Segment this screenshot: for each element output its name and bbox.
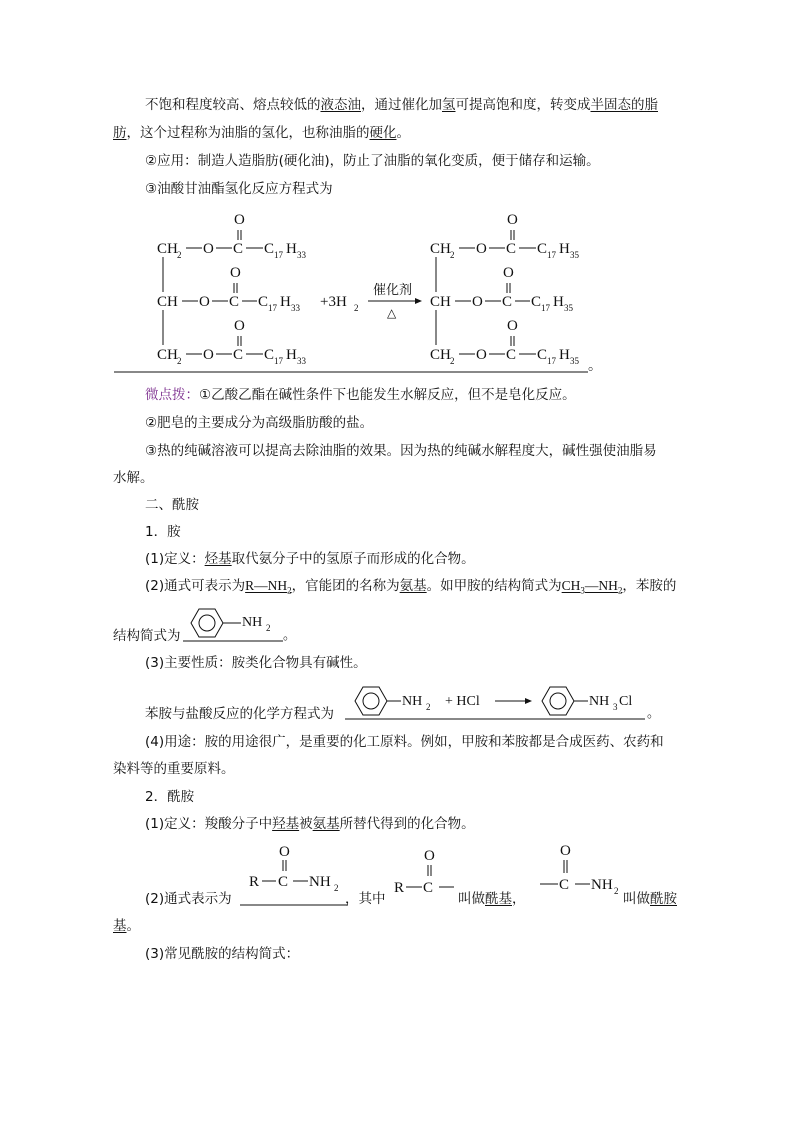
text: CH (561, 578, 581, 593)
svg-text:H: H (553, 294, 564, 310)
aniline-structure-label: 结构简式为 (113, 628, 181, 644)
svg-text:C: C (229, 294, 240, 310)
svg-text:17: 17 (274, 250, 283, 260)
amido-group-structure (538, 840, 620, 895)
answer-amido-cont: 基 (113, 918, 127, 934)
svg-text:2: 2 (334, 883, 339, 893)
amine-definition (145, 550, 475, 568)
svg-text:17: 17 (268, 303, 277, 313)
answer-amino: 氨基 (399, 578, 427, 594)
amide-definition (145, 815, 475, 833)
acyl-label (458, 890, 526, 908)
equation-title: ③油酸甘油酯氢化反应方程式为 (145, 181, 333, 197)
answer-hardening: 硬化 (369, 125, 397, 141)
text: 3 (580, 585, 585, 596)
svg-text:CH: CH (157, 294, 178, 310)
svg-text:H: H (286, 241, 297, 257)
svg-text:35: 35 (570, 250, 579, 260)
svg-text:CH: CH (430, 347, 451, 363)
svg-text:33: 33 (297, 250, 306, 260)
svg-text:3: 3 (613, 702, 618, 712)
svg-text:O: O (424, 848, 435, 864)
amine-use-line-1: (4)用途：胺的用途很广，是重要的化工原料。例如，甲胺和苯胺都是合成医药、农药和 (145, 734, 664, 750)
svg-text:H: H (280, 294, 291, 310)
answer-semisolid-fat: 半固态的脂 (590, 97, 658, 113)
svg-text:O: O (476, 241, 487, 257)
hydrogenation-reaction-diagram (110, 200, 610, 375)
svg-text:O: O (279, 844, 290, 860)
svg-text:R: R (394, 880, 405, 896)
amide-general-formula (240, 840, 348, 910)
svg-text:O: O (560, 843, 571, 859)
answer-amido: 酰胺 (650, 891, 677, 907)
svg-text:O: O (203, 347, 214, 363)
svg-text:33: 33 (291, 303, 300, 313)
text: —NH (584, 578, 618, 593)
svg-text:C: C (264, 241, 275, 257)
application-line: ②应用：制造人造脂肪(硬化油)，防止了油脂的氧化变质，便于储存和运输。 (145, 153, 600, 169)
svg-text:O: O (234, 212, 245, 228)
svg-text:+3H: +3H (320, 294, 347, 310)
answer-acyl: 酰基 (485, 891, 512, 907)
text: 叫做 (623, 891, 650, 907)
svg-text:C: C (537, 241, 548, 257)
svg-text:O: O (203, 241, 214, 257)
svg-text:NH: NH (402, 694, 423, 709)
text: 2 (617, 585, 623, 596)
svg-text:O: O (476, 347, 487, 363)
svg-text:H: H (286, 347, 297, 363)
svg-text:17: 17 (274, 356, 283, 366)
amine-property: (3)主要性质：胺类化合物具有碱性。 (145, 655, 367, 671)
text: (1)定义： (145, 551, 205, 567)
answer-fat-cont: 肪 (113, 125, 127, 141)
svg-text:NH: NH (242, 615, 263, 630)
subsection-amide: 2．酰胺 (145, 789, 195, 805)
svg-text:2: 2 (614, 886, 619, 896)
svg-text:。: 。 (283, 627, 297, 642)
svg-text:O: O (472, 294, 483, 310)
text: 不饱和程度较高、熔点较低的 (145, 97, 321, 113)
svg-text:35: 35 (570, 356, 579, 366)
svg-text:2: 2 (354, 303, 359, 313)
amido-label (623, 890, 677, 908)
text: 被 (299, 816, 313, 832)
tip-line-1 (145, 386, 576, 404)
ch2-label: CH (157, 241, 178, 257)
tip-label: 微点拨： (145, 387, 199, 403)
svg-text:催化剂: 催化剂 (373, 282, 413, 297)
svg-text:+ HCl: + HCl (445, 694, 480, 709)
svg-text:C: C (537, 347, 548, 363)
svg-text:O: O (234, 318, 245, 334)
common-amides: (3)常见酰胺的结构简式： (145, 946, 300, 962)
svg-text:2: 2 (450, 250, 455, 260)
svg-text:C: C (233, 347, 244, 363)
svg-text:O: O (507, 318, 518, 334)
svg-text:C: C (506, 241, 517, 257)
svg-text:C: C (531, 294, 542, 310)
text: 可提高饱和度，转变成 (455, 97, 591, 113)
tip-line-3a: ③热的纯碱溶液可以提高去除油脂的效果。因为热的纯碱水解程度大，碱性强使油脂易 (145, 443, 657, 459)
svg-text:NH: NH (591, 877, 613, 893)
svg-text:2: 2 (426, 702, 431, 712)
svg-text:。: 。 (647, 705, 661, 720)
text: R—NH (245, 578, 288, 593)
text: ①乙酸乙酯在碱性条件下也能发生水解反应，但不是皂化反应。 (199, 387, 576, 403)
svg-text:NH: NH (589, 694, 610, 709)
acyl-group-structure (392, 843, 454, 898)
text: ， (512, 891, 526, 907)
amido-label-cont (113, 917, 140, 935)
subsection-amine: 1．胺 (145, 524, 181, 540)
text: (1)定义：羧酸分子中 (145, 816, 273, 832)
svg-text:C: C (278, 874, 289, 890)
text: 取代氨分子中的氢原子而形成的化合物。 (231, 551, 475, 567)
answer-amino-group: 氨基 (312, 816, 340, 832)
svg-text:CH: CH (430, 241, 451, 257)
svg-text:NH: NH (309, 874, 331, 890)
text: 2 (287, 585, 292, 596)
svg-text:17: 17 (541, 303, 550, 313)
aniline-hcl-reaction (345, 681, 665, 723)
svg-text:33: 33 (297, 356, 306, 366)
svg-text:O: O (230, 265, 241, 281)
text: 。如甲胺的结构简式为 (426, 578, 562, 594)
svg-text:2: 2 (450, 356, 455, 366)
svg-text:2: 2 (177, 356, 182, 366)
svg-text:O: O (503, 265, 514, 281)
svg-text:2: 2 (177, 250, 182, 260)
amine-general-formula (145, 577, 676, 600)
text: 。 (126, 918, 140, 934)
text: ，通过催化加 (361, 97, 442, 113)
svg-text:。: 。 (588, 359, 602, 374)
svg-text:C: C (423, 880, 434, 896)
svg-text:Cl: Cl (619, 694, 633, 709)
text: ，苯胺的 (622, 578, 677, 594)
svg-text:O: O (507, 212, 518, 228)
svg-text:O: O (199, 294, 210, 310)
text: 所替代得到的化合物。 (339, 816, 475, 832)
svg-text:C: C (258, 294, 269, 310)
svg-text:C: C (559, 877, 570, 893)
text: (2)通式可表示为 (145, 578, 246, 594)
svg-text:CH: CH (157, 347, 178, 363)
svg-text:2: 2 (266, 623, 271, 633)
svg-text:17: 17 (547, 250, 556, 260)
text: ，这个过程称为油脂的氢化，也称油脂的 (126, 125, 370, 141)
text: 叫做 (458, 891, 485, 907)
svg-text:H: H (559, 241, 570, 257)
answer-hydrogen: 氢 (442, 97, 456, 113)
answer-methylamine (561, 578, 623, 596)
svg-text:△: △ (387, 306, 397, 320)
svg-text:C: C (264, 347, 275, 363)
aniline-structure (183, 603, 297, 643)
svg-text:17: 17 (547, 356, 556, 366)
answer-hydroxyl: 羟基 (272, 816, 300, 832)
answer-liquid-oil: 液态油 (320, 97, 361, 113)
amine-use-line-2: 染料等的重要原料。 (113, 761, 235, 777)
amide-general-label: (2)通式表示为 (145, 891, 232, 907)
svg-text:CH: CH (430, 294, 451, 310)
svg-text:R: R (249, 874, 260, 890)
svg-text:C: C (502, 294, 513, 310)
tip-line-2: ②肥皂的主要成分为高级脂肪酸的盐。 (145, 415, 374, 431)
section-heading-amide: 二、酰胺 (145, 497, 199, 513)
svg-text:C: C (233, 241, 244, 257)
svg-text:35: 35 (564, 303, 573, 313)
oil-hydrogenation-line-1 (145, 96, 658, 114)
answer-r-nh2 (245, 578, 292, 596)
answer-hydrocarbyl: 烃基 (204, 551, 232, 567)
text: 。 (396, 125, 410, 141)
tip-line-3b: 水解。 (113, 470, 154, 486)
svg-text:C: C (506, 347, 517, 363)
svg-text:H: H (559, 347, 570, 363)
aniline-hcl-label: 苯胺与盐酸反应的化学方程式为 (145, 706, 334, 722)
oil-hydrogenation-line-2 (113, 124, 410, 142)
amide-among: ，其中 (345, 891, 386, 907)
text: ，官能团的名称为 (291, 578, 400, 594)
